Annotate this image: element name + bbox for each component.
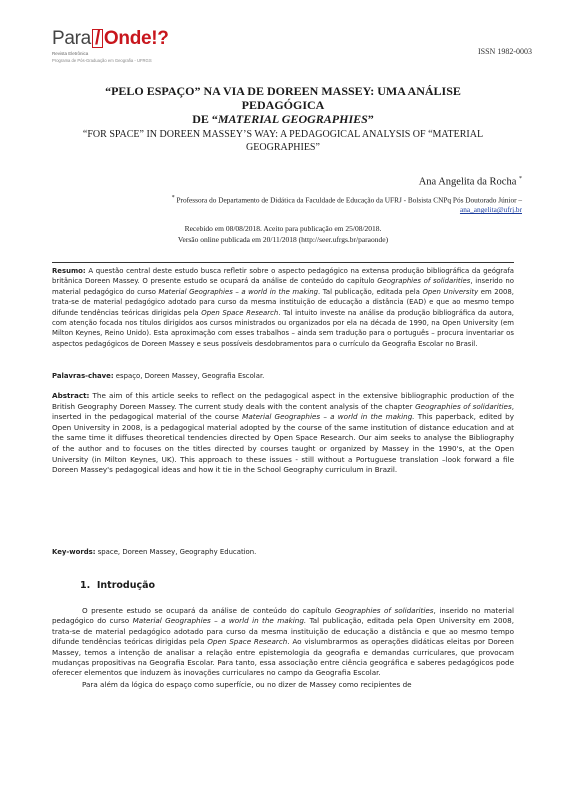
author-footnote-mark: * (519, 176, 522, 182)
body-text (52, 606, 514, 691)
title-pt-line2: DE “MATERIAL GEOGRAPHIES” (192, 112, 374, 126)
logo-subtitle: Revista Eletrônica (52, 51, 89, 56)
title-pt-italic: MATERIAL GEOGRAPHIES (217, 112, 368, 126)
logo-wordmark (52, 28, 169, 50)
author-affiliation: * Professora do Departamento de Didática da Faculdade de Educação da UFRJ - Bolsista CNPq Pós Doutorado Júnior – ana_angelita@ufrj.br (80, 193, 522, 215)
online-version: Versão online publicada em 20/11/2018 (http://seer.ufrgs.br/paraonde) (177, 234, 389, 244)
author-email-link[interactable]: ana_angelita@ufrj.br (459, 205, 522, 215)
title-english: “FOR SPACE” IN DOREEN MASSEY’S WAY: A PEDAGOGICAL ANALYSIS OF “MATERIAL GEOGRAPHIES” (82, 129, 484, 153)
title-pt-line1: “PELO ESPAÇO” NA VIA DE DOREEN MASSEY: UMA ANÁLISE PEDAGÓGICA (105, 84, 461, 112)
abstract: Abstract: The aim of this article seeks to reflect on the pedagogical aspect in the extensive bibliographic production of the British Geography Doreen Massey. The current study deals with the content analysis of the chapter Geographies of solidarities, inserted in the pedagogical material of the course Material Geographies – a world in the making. This paperback, edited by Open University in 2008, is a pedagogical material adopted by the course of the same institution of distance education and at the same time it diffuses theoretical tendencies directed by Open Space Research. Our aim seeks to analyse the Bibliography of the author and to focuses on the titles directed by courses taught or organized by Massey in the 1990's, at the Open University (in Milton Keynes, UK). This approach to these issues - still without a Portuguese translation –look forward a file Doreen Massey's pedagogical ideas and how it tie in the School Geography curriculum in Brazil. (52, 391, 514, 475)
logo-text-para: Para (52, 28, 91, 49)
keywords: Key-words: space, Doreen Massey, Geography Education. (52, 548, 257, 556)
resumo: Resumo: A questão central deste estudo busca refletir sobre o aspecto pedagógico na extensa produção bibliográfica da geógrafa britânica Doreen Massey. O presente estudo se ocupará da análise de conteúdo do capítulo Geographies of solidarities, inserido no material pedagógico do curso Material Geographies – a world in the making. Tal publicação, editada pela Open University em 2008, trata-se de material pedagógico adotado para curso da mesma instituição de educação a distância (EAD) e que ao mesmo tempo difunde tendências teóricas dirigidas pela Open Space Research. Tal intuito investe na análise da produção bibliográfica da autora, com atenção focada nos títulos dirigidos aos cursos ministrados ou organizados por ela na década de 1990, na Open University (em Milton Keynes, Reino Unido). Esta aproximação com esses trabalhos – ainda sem tradução para o português – procura inventariar os aspectos pedagógicos de Doreen Massey e seus possíveis desdobramentos para o currículo da Geografia Escolar no Brasil. (52, 267, 514, 348)
paragraph: O presente estudo se ocupará da análise de conteúdo do capítulo Geographies of solidarities, inserido no material pedagógico do curso Material Geographies – a world in the making. Tal publicação, editada pela Open University em 2008, trata-se de material pedagógico adotado para curso da mesma instituição de educação a distância e que ao mesmo tempo difunde tendências teóricas dirigidas pela Open Space Research. Ao vislumbrarmos as operações didáticas eleitas por Doreen Massey, temos a intenção de analisar a relação entre epistemologia da geografia e demandas curriculares, que provocam mudanças propositivas na Geografia Escolar. Para tanto, essa associação entre ciência geográfica e saberes pedagógicos pode oferecer elementos que induzem às inovações curriculares no campo da Geografia Escolar. (52, 606, 514, 678)
issn: ISSN 1982-0003 (477, 47, 532, 56)
divider (52, 262, 514, 263)
journal-logo (52, 26, 202, 76)
received-accepted: Recebido em 08/08/2018. Aceito para publicação em 25/08/2018. (184, 224, 382, 233)
palavras-chave: Palavras-chave: espaço, Doreen Massey, Geografia Escolar. (52, 372, 265, 380)
section-heading: 1. Introdução (80, 580, 156, 591)
publication-dates (100, 224, 466, 245)
paragraph: Para além da lógica do espaço como superfície, ou no dizer de Massey como recipientes de (82, 679, 412, 689)
logo-text-onde: Onde!? (103, 28, 169, 49)
logo-program: Programa de Pós-Graduação em Geografia - UFRGS (52, 58, 152, 63)
title-portuguese (70, 84, 496, 126)
author-name: Ana Angelita da Rocha * (418, 176, 522, 188)
logo-slash: / (92, 29, 103, 48)
